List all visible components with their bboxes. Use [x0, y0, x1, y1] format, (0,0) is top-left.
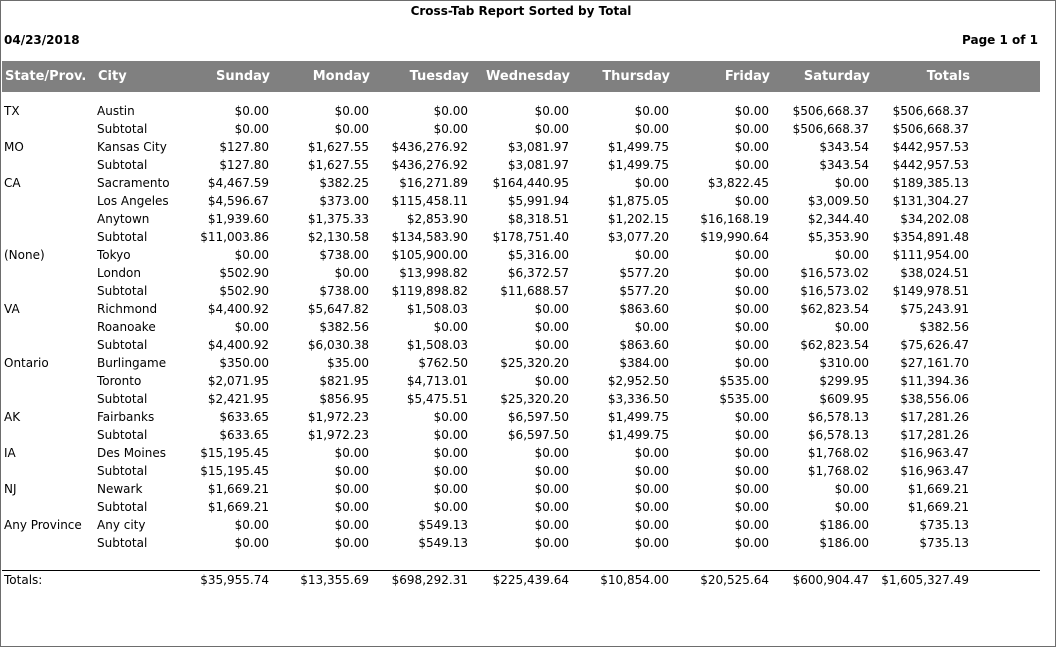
cell-tuesday: $4,713.01: [406, 374, 468, 388]
table-row: [1, 246, 1041, 264]
cell-wednesday: $8,318.51: [507, 212, 569, 226]
cell-wednesday: $6,372.57: [507, 266, 569, 280]
table-row: [1, 480, 1041, 498]
header-saturday: Saturday: [803, 69, 870, 84]
cell-friday: $0.00: [734, 338, 769, 352]
cell-state: Ontario: [4, 356, 49, 370]
cell-tuesday: $0.00: [433, 482, 468, 496]
cell-tuesday: $0.00: [433, 410, 468, 424]
cell-sunday: $350.00: [219, 356, 269, 370]
cell-thursday: $0.00: [634, 536, 669, 550]
cell-city: London: [97, 266, 141, 280]
cell-friday: $0.00: [734, 122, 769, 136]
cell-state: CA: [4, 176, 21, 190]
cell-tuesday: $134,583.90: [391, 230, 468, 244]
cell-sunday: $633.65: [219, 410, 269, 424]
cell-sunday: $0.00: [234, 320, 269, 334]
cell-monday: $0.00: [334, 266, 369, 280]
cell-wednesday: $0.00: [534, 518, 569, 532]
cell-tuesday: $549.13: [418, 518, 468, 532]
cell-monday: $6,030.38: [307, 338, 369, 352]
cell-thursday: $1,202.15: [607, 212, 669, 226]
cell-saturday: $16,573.02: [800, 266, 869, 280]
cell-monday: $0.00: [334, 122, 369, 136]
cell-sunday: $2,421.95: [207, 392, 269, 406]
cell-total: $11,394.36: [900, 374, 969, 388]
cell-state: NJ: [4, 482, 17, 496]
cell-wednesday: $0.00: [534, 104, 569, 118]
cell-city: Des Moines: [97, 446, 166, 460]
cell-wednesday: $0.00: [534, 446, 569, 460]
cell-city: Kansas City: [97, 140, 167, 154]
cell-sunday: $11,003.86: [200, 230, 269, 244]
cell-city: Subtotal: [97, 158, 148, 172]
cell-sunday: $502.90: [219, 266, 269, 280]
cell-city: Subtotal: [97, 284, 148, 298]
cell-wednesday: $178,751.40: [492, 230, 569, 244]
cell-total: $1,669.21: [907, 482, 969, 496]
cell-city: Tokyo: [97, 248, 131, 262]
cell-state: TX: [4, 104, 20, 118]
cell-saturday: $343.54: [819, 158, 869, 172]
cell-friday: $535.00: [719, 392, 769, 406]
cell-total: $16,963.47: [900, 446, 969, 460]
cell-monday: $856.95: [319, 392, 369, 406]
table-row: [1, 282, 1041, 300]
page-indicator: Page 1 of 1: [962, 33, 1038, 47]
cell-tuesday: $115,458.11: [391, 194, 468, 208]
cell-wednesday: $0.00: [534, 500, 569, 514]
cell-saturday: $62,823.54: [800, 338, 869, 352]
cell-friday: $0.00: [734, 302, 769, 316]
cell-wednesday: $0.00: [534, 122, 569, 136]
cell-city: Anytown: [97, 212, 150, 226]
cell-thursday: $1,499.75: [607, 140, 669, 154]
cell-tuesday: $0.00: [433, 320, 468, 334]
cell-saturday: $0.00: [834, 176, 869, 190]
table-row: [1, 174, 1041, 192]
cell-monday: $821.95: [319, 374, 369, 388]
cell-wednesday: $164,440.95: [492, 176, 569, 190]
cell-tuesday: $436,276.92: [391, 140, 468, 154]
cell-friday: $0.00: [734, 194, 769, 208]
cell-city: Subtotal: [97, 122, 148, 136]
cell-friday: $0.00: [734, 140, 769, 154]
cell-wednesday: $0.00: [534, 482, 569, 496]
totals-grand-total: $1,605,327.49: [881, 573, 969, 587]
cell-friday: $16,168.19: [700, 212, 769, 226]
cell-saturday: $299.95: [819, 374, 869, 388]
cell-city: Subtotal: [97, 428, 148, 442]
cell-friday: $0.00: [734, 266, 769, 280]
cell-monday: $0.00: [334, 464, 369, 478]
cell-city: Subtotal: [97, 392, 148, 406]
cell-city: Sacramento: [97, 176, 170, 190]
cell-thursday: $0.00: [634, 122, 669, 136]
table-row: [1, 372, 1041, 390]
cell-tuesday: $0.00: [433, 500, 468, 514]
cell-thursday: $863.60: [619, 338, 669, 352]
cell-total: $131,304.27: [892, 194, 969, 208]
cell-thursday: $1,499.75: [607, 410, 669, 424]
cell-tuesday: $0.00: [433, 122, 468, 136]
cell-monday: $382.56: [319, 320, 369, 334]
cell-city: Any city: [97, 518, 146, 532]
table-row: [1, 426, 1041, 444]
cell-total: $34,202.08: [900, 212, 969, 226]
cell-tuesday: $13,998.82: [399, 266, 468, 280]
header-totals: Totals: [926, 69, 970, 84]
table-row: [1, 210, 1041, 228]
cell-wednesday: $3,081.97: [507, 158, 569, 172]
cell-city: Subtotal: [97, 464, 148, 478]
cell-total: $38,024.51: [900, 266, 969, 280]
cell-city: Richmond: [97, 302, 158, 316]
cell-total: $735.13: [919, 518, 969, 532]
cell-monday: $0.00: [334, 536, 369, 550]
cell-monday: $1,375.33: [307, 212, 369, 226]
cell-wednesday: $6,597.50: [507, 410, 569, 424]
column-header-bar: [2, 61, 1040, 92]
cell-friday: $19,990.64: [700, 230, 769, 244]
cell-thursday: $1,499.75: [607, 158, 669, 172]
cell-monday: $0.00: [334, 482, 369, 496]
cell-thursday: $0.00: [634, 518, 669, 532]
cell-friday: $3,822.45: [707, 176, 769, 190]
cell-sunday: $0.00: [234, 536, 269, 550]
totals-saturday: $600,904.47: [792, 573, 869, 587]
cell-friday: $535.00: [719, 374, 769, 388]
cell-saturday: $1,768.02: [807, 446, 869, 460]
table-row: [1, 264, 1041, 282]
table-row: [1, 408, 1041, 426]
cell-tuesday: $2,853.90: [406, 212, 468, 226]
cell-saturday: $310.00: [819, 356, 869, 370]
cell-sunday: $1,939.60: [207, 212, 269, 226]
cell-sunday: $4,467.59: [207, 176, 269, 190]
cell-thursday: $3,336.50: [607, 392, 669, 406]
cell-friday: $0.00: [734, 410, 769, 424]
cell-monday: $738.00: [319, 284, 369, 298]
cell-sunday: $633.65: [219, 428, 269, 442]
table-row: [1, 300, 1041, 318]
cell-city: Subtotal: [97, 500, 148, 514]
cell-sunday: $15,195.45: [200, 446, 269, 460]
cell-city: Roanoake: [97, 320, 156, 334]
cell-monday: $373.00: [319, 194, 369, 208]
table-row: [1, 462, 1041, 480]
totals-wednesday: $225,439.64: [492, 573, 569, 587]
cell-total: $38,556.06: [900, 392, 969, 406]
cell-wednesday: $25,320.20: [500, 356, 569, 370]
cell-wednesday: $0.00: [534, 464, 569, 478]
cell-total: $735.13: [919, 536, 969, 550]
cell-thursday: $2,952.50: [607, 374, 669, 388]
cell-tuesday: $119,898.82: [391, 284, 468, 298]
cell-sunday: $15,195.45: [200, 464, 269, 478]
cell-thursday: $0.00: [634, 500, 669, 514]
cell-friday: $0.00: [734, 500, 769, 514]
cell-city: Fairbanks: [97, 410, 155, 424]
cell-saturday: $609.95: [819, 392, 869, 406]
cell-total: $16,963.47: [900, 464, 969, 478]
cell-sunday: $1,669.21: [207, 500, 269, 514]
cell-friday: $0.00: [734, 446, 769, 460]
header-thursday: Thursday: [602, 69, 670, 84]
cell-saturday: $186.00: [819, 518, 869, 532]
cell-city: Subtotal: [97, 338, 148, 352]
cell-sunday: $0.00: [234, 122, 269, 136]
cell-city: Subtotal: [97, 230, 148, 244]
cell-saturday: $343.54: [819, 140, 869, 154]
cell-tuesday: $0.00: [433, 464, 468, 478]
cell-saturday: $0.00: [834, 320, 869, 334]
cell-sunday: $127.80: [219, 158, 269, 172]
cell-monday: $1,972.23: [307, 428, 369, 442]
cell-total: $17,281.26: [900, 410, 969, 424]
totals-monday: $13,355.69: [300, 573, 369, 587]
cell-wednesday: $3,081.97: [507, 140, 569, 154]
cell-city: Subtotal: [97, 536, 148, 550]
header-wednesday: Wednesday: [486, 69, 570, 84]
cell-friday: $0.00: [734, 320, 769, 334]
cell-saturday: $506,668.37: [792, 104, 869, 118]
cell-thursday: $0.00: [634, 320, 669, 334]
cell-sunday: $2,071.95: [207, 374, 269, 388]
cell-total: $354,891.48: [892, 230, 969, 244]
cell-state: Any Province: [4, 518, 82, 532]
cell-saturday: $6,578.13: [807, 410, 869, 424]
cell-monday: $0.00: [334, 518, 369, 532]
table-row: [1, 102, 1041, 120]
cell-tuesday: $762.50: [418, 356, 468, 370]
cell-saturday: $0.00: [834, 482, 869, 496]
cell-sunday: $4,400.92: [207, 302, 269, 316]
cell-thursday: $0.00: [634, 482, 669, 496]
table-row: [1, 192, 1041, 210]
cell-monday: $1,627.55: [307, 158, 369, 172]
cell-tuesday: $0.00: [433, 104, 468, 118]
cell-city: Austin: [97, 104, 135, 118]
cell-city: Toronto: [97, 374, 142, 388]
totals-label: Totals:: [4, 573, 43, 587]
cell-tuesday: $0.00: [433, 446, 468, 460]
cell-wednesday: $25,320.20: [500, 392, 569, 406]
cell-friday: $0.00: [734, 482, 769, 496]
header-city: City: [98, 69, 127, 84]
cell-saturday: $6,578.13: [807, 428, 869, 442]
table-row: [1, 228, 1041, 246]
cell-state: VA: [4, 302, 20, 316]
cell-wednesday: $5,316.00: [507, 248, 569, 262]
cell-monday: $0.00: [334, 104, 369, 118]
cell-saturday: $0.00: [834, 500, 869, 514]
cell-thursday: $577.20: [619, 266, 669, 280]
cell-thursday: $863.60: [619, 302, 669, 316]
cell-friday: $0.00: [734, 248, 769, 262]
cell-thursday: $0.00: [634, 176, 669, 190]
totals-sunday: $35,955.74: [200, 573, 269, 587]
cell-thursday: $1,875.05: [607, 194, 669, 208]
cell-state: MO: [4, 140, 24, 154]
cell-tuesday: $1,508.03: [406, 338, 468, 352]
cell-thursday: $0.00: [634, 446, 669, 460]
cell-monday: $0.00: [334, 500, 369, 514]
cell-wednesday: $0.00: [534, 302, 569, 316]
table-row: [1, 444, 1041, 462]
cell-total: $442,957.53: [892, 158, 969, 172]
table-row: [1, 498, 1041, 516]
cell-sunday: $1,669.21: [207, 482, 269, 496]
cell-city: Burlingame: [97, 356, 167, 370]
cell-tuesday: $1,508.03: [406, 302, 468, 316]
cell-total: $442,957.53: [892, 140, 969, 154]
cell-total: $189,385.13: [892, 176, 969, 190]
cell-tuesday: $0.00: [433, 428, 468, 442]
table-row: [1, 390, 1041, 408]
cell-saturday: $2,344.40: [807, 212, 869, 226]
cell-total: $75,243.91: [900, 302, 969, 316]
table-row: [1, 120, 1041, 138]
cell-city: Newark: [97, 482, 143, 496]
cell-thursday: $0.00: [634, 248, 669, 262]
cell-wednesday: $0.00: [534, 320, 569, 334]
cell-tuesday: $436,276.92: [391, 158, 468, 172]
cell-total: $75,626.47: [900, 338, 969, 352]
cell-saturday: $0.00: [834, 248, 869, 262]
table-row: [1, 354, 1041, 372]
cell-total: $382.56: [919, 320, 969, 334]
totals-tuesday: $698,292.31: [391, 573, 468, 587]
cell-thursday: $0.00: [634, 104, 669, 118]
report-title: Cross-Tab Report Sorted by Total: [410, 4, 632, 18]
cell-sunday: $502.90: [219, 284, 269, 298]
cell-state: IA: [4, 446, 16, 460]
totals-thursday: $10,854.00: [600, 573, 669, 587]
cell-monday: $0.00: [334, 446, 369, 460]
cell-friday: $0.00: [734, 104, 769, 118]
cell-saturday: $186.00: [819, 536, 869, 550]
cell-wednesday: $5,991.94: [507, 194, 569, 208]
cell-saturday: $506,668.37: [792, 122, 869, 136]
cell-tuesday: $105,900.00: [391, 248, 468, 262]
table-row: [1, 138, 1041, 156]
totals-friday: $20,525.64: [700, 573, 769, 587]
cell-saturday: $5,353.90: [807, 230, 869, 244]
cell-monday: $1,627.55: [307, 140, 369, 154]
cell-total: $1,669.21: [907, 500, 969, 514]
cell-wednesday: $0.00: [534, 536, 569, 550]
cell-wednesday: $11,688.57: [500, 284, 569, 298]
cell-saturday: $62,823.54: [800, 302, 869, 316]
cell-tuesday: $5,475.51: [406, 392, 468, 406]
cell-saturday: $3,009.50: [807, 194, 869, 208]
cell-thursday: $1,499.75: [607, 428, 669, 442]
cell-total: $506,668.37: [892, 122, 969, 136]
cell-friday: $0.00: [734, 284, 769, 298]
cell-state: AK: [4, 410, 21, 424]
cell-friday: $0.00: [734, 518, 769, 532]
cell-wednesday: $0.00: [534, 374, 569, 388]
table-row: [1, 336, 1041, 354]
cell-monday: $738.00: [319, 248, 369, 262]
header-tuesday: Tuesday: [409, 69, 469, 84]
cell-monday: $5,647.82: [307, 302, 369, 316]
cell-thursday: $384.00: [619, 356, 669, 370]
cell-friday: $0.00: [734, 356, 769, 370]
cell-sunday: $0.00: [234, 104, 269, 118]
cell-sunday: $0.00: [234, 248, 269, 262]
cell-total: $506,668.37: [892, 104, 969, 118]
cell-sunday: $0.00: [234, 518, 269, 532]
totals-row: [1, 571, 1041, 589]
cell-total: $27,161.70: [900, 356, 969, 370]
cell-monday: $1,972.23: [307, 410, 369, 424]
table-row: [1, 318, 1041, 336]
cell-monday: $382.25: [319, 176, 369, 190]
table-row: [1, 534, 1041, 552]
cell-saturday: $1,768.02: [807, 464, 869, 478]
cell-friday: $0.00: [734, 428, 769, 442]
cell-sunday: $4,596.67: [207, 194, 269, 208]
header-sunday: Sunday: [215, 69, 270, 84]
cell-thursday: $3,077.20: [607, 230, 669, 244]
cell-tuesday: $549.13: [418, 536, 468, 550]
cell-friday: $0.00: [734, 464, 769, 478]
cell-wednesday: $0.00: [534, 338, 569, 352]
cell-tuesday: $16,271.89: [399, 176, 468, 190]
cell-total: $149,978.51: [892, 284, 969, 298]
cell-saturday: $16,573.02: [800, 284, 869, 298]
header-state: State/Prov.: [5, 69, 87, 84]
cell-sunday: $127.80: [219, 140, 269, 154]
cell-friday: $0.00: [734, 536, 769, 550]
cell-thursday: $0.00: [634, 464, 669, 478]
table-row: [1, 516, 1041, 534]
cell-wednesday: $6,597.50: [507, 428, 569, 442]
cell-sunday: $4,400.92: [207, 338, 269, 352]
header-friday: Friday: [724, 69, 770, 84]
cell-state: (None): [4, 248, 45, 262]
cell-monday: $2,130.58: [307, 230, 369, 244]
report-date: 04/23/2018: [4, 33, 80, 47]
cell-total: $111,954.00: [892, 248, 969, 262]
cell-monday: $35.00: [327, 356, 369, 370]
header-monday: Monday: [312, 69, 370, 84]
cell-city: Los Angeles: [97, 194, 169, 208]
cell-thursday: $577.20: [619, 284, 669, 298]
cell-total: $17,281.26: [900, 428, 969, 442]
table-row: [1, 156, 1041, 174]
cell-friday: $0.00: [734, 158, 769, 172]
